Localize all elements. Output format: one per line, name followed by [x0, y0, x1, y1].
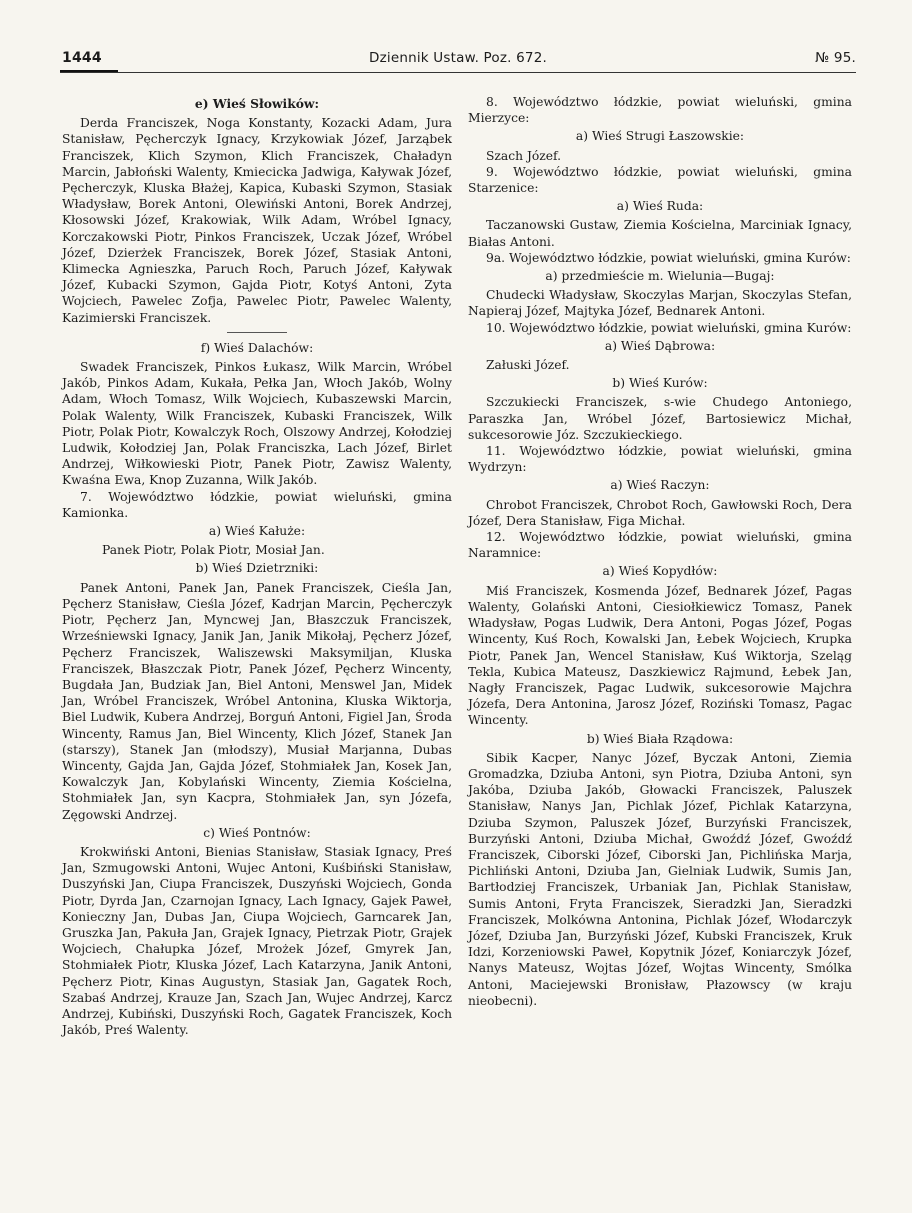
- village-heading: b) Wieś Biała Rządowa:: [586, 731, 734, 746]
- village-heading: a) Wieś Kopydłów:: [602, 564, 718, 579]
- name-list: Szczukiecki Franciszek, s-wie Chudego Antoniego, Paraszka Jan, Wróbel Józef, Bartosiewicz Michał, sukcesorowie Józ. Szczukieckiego.: [468, 395, 852, 442]
- name-list: Sibik Kacper, Nanyc Józef, Byczak Antoni, Ziemia Gromadzka, Dziuba Antoni, syn Piotra, Dziuba Antoni, syn Jakóba, Dziuba Jakób, Głowacki Franciszek, Paluszek Stanisław, Nanys Jan, Pichlak Józef, Pichlak Katarzyna, Dziuba Szymon, Paluszek Józef, Burzyński Franciszek, Burzyński Antoni, Dziuba Michał, Gwoźdź Józef, Gwoźdź Franciszek, Ciborski Józef, Ciborski Jan, Pichlińska Marja, Pichliński Antoni, Dziuba Jan, Gielniak Ludwik, Sumis Jan, Bartłodziej Franciszek, Urbaniak Jan, Pichlak Stanisław, Sumis Antoni, Fryta Franciszek, Sieradzki Jan, Sieradzki Franciszek, Molkówna Antonina, Pichlak Józef, Włodarczyk Józef, Dziuba Jan, Burzyński Józef, Kubski Franciszek, Kruk Idzi, Korzeniowski Paweł, Kopytnik Józef, Koniarczyk Józef, Nanys Mateusz, Wojtas Józef, Wojtas Wincenty, Smólka Antoni, Maciejewski Bronisław, Płazowscy (w kraju nieobecni).: [468, 750, 852, 1008]
- district-heading: 10. Województwo łódzkie, powiat wieluński, gmina Kurów:: [486, 320, 852, 335]
- name-list: Derda Franciszek, Noga Konstanty, Kozacki Adam, Jura Stanisław, Pęcherczyk Ignacy, Krzykowiak Józef, Jarząbek Franciszek, Klich Szymon, Klich Franciszek, Chaładyn Marcin, Jabłoński Walenty, Kmiecicka Jadwiga, Kaływak Józef, Pęcherczyk, Kluska Błażej, Kapica, Kubaski Szymon, Stasiak Władysław, Borek Antoni, Olewiński Antoni, Borek Andrzej, Kłosowski Józef, Krakowiak, Wilk Adam, Wróbel Ignacy, Korczakowski Piotr, Pinkos Franciszek, Uczak Józef, Wróbel Józef, Dzierżek Franciszek, Borek Józef, Stasiak Antoni, Klimecka Agnieszka, Paruch Roch, Paruch Józef, Kaływak Józef, Kubacki Szymon, Gajda Piotr, Kotyś Antoni, Zyta Wojciech, Pawelec Zofja, Pawelec Piotr, Pawelec Walenty, Kazimierski Franciszek.: [62, 116, 452, 325]
- issue-number: № 95.: [815, 50, 856, 66]
- header-rule: [60, 72, 856, 73]
- district-heading: 7. Województwo łódzkie, powiat wieluński, gmina Kamionka.: [62, 489, 452, 520]
- village-heading: c) Wieś Pontnów:: [203, 825, 311, 840]
- village-heading: a) Wieś Raczyn:: [610, 478, 710, 493]
- district-heading: 12. Województwo łódzkie, powiat wieluński, gmina Naramnice:: [468, 530, 852, 561]
- village-heading: a) Wieś Kałuże:: [208, 524, 306, 539]
- village-heading: e) Wieś Słowików:: [194, 96, 320, 111]
- name-list: Panek Piotr, Polak Piotr, Mosiał Jan.: [102, 543, 325, 558]
- name-list: Panek Antoni, Panek Jan, Panek Franciszek, Cieśla Jan, Pęcherz Stanisław, Cieśla Józef, Kadrjan Marcin, Pęcherczyk Piotr, Pęcherz Jan, Myncwej Jan, Błaszczuk Franciszek, Wrześniewski Ignacy, Janik Jan, Janik Mikołaj, Pęcherz Józef, Pęcherz Franciszek, Waliszewski Maksymiljan, Kluska Franciszek, Błaszczak Piotr, Panek Józef, Pęcherz Wincenty, Bugdała Jan, Budziak Jan, Biel Antoni, Menswel Jan, Midek Jan, Wróbel Franciszek, Wróbel Antonina, Kluska Wiktorja, Biel Ludwik, Kubera Andrzej, Borguń Antoni, Figiel Jan, Środa Wincenty, Ramus Jan, Biel Wincenty, Klich Józef, Stanek Jan (starszy), Stanek Jan (młodszy), Musiał Marjanna, Dubas Wincenty, Gajda Jan, Gajda Józef, Stohmiałek Jan, Kosek Jan, Kowalczyk Jan, Kobylański Wincenty, Ziemia Kościelna, Stohmiałek Jan, syn Kacpra, Stohmiałek Jan, syn Józefa, Zęgowski Andrzej.: [62, 580, 452, 822]
- name-list: Załuski Józef.: [486, 358, 570, 373]
- name-list: Szach Józef.: [486, 148, 562, 163]
- village-heading: a) przedmieście m. Wielunia—Bugaj:: [545, 269, 775, 284]
- village-heading: a) Wieś Ruda:: [616, 199, 704, 214]
- page-number: 1444: [62, 50, 102, 66]
- section-divider: [227, 332, 287, 333]
- page-header: [60, 50, 856, 72]
- district-heading: 9. Województwo łódzkie, powiat wieluński, gmina Starzenice:: [468, 164, 852, 196]
- name-list: Chrobot Franciszek, Chrobot Roch, Gawłowski Roch, Dera Józef, Dera Stanisław, Figa Michał.: [468, 497, 852, 528]
- left-column: [62, 94, 452, 1038]
- village-heading: b) Wieś Dzietrzniki:: [195, 561, 319, 576]
- name-list: Miś Franciszek, Kosmenda Józef, Bednarek Józef, Pagas Walenty, Golański Antoni, Ciesiołkiewicz Tomasz, Panek Władysław, Pogas Ludwik, Dera Antoni, Pogas Józef, Pogas Wincenty, Kuś Roch, Kowalski Jan, Łebek Wojciech, Krupka Piotr, Panek Jan, Wencel Stanisław, Kuś Wiktorja, Szeląg Tekla, Kubica Mateusz, Daszkiewicz Rajmund, Łebek Jan, Nagły Franciszek, Pagac Ludwik, sukcesorowie Majchra Józefa, Dera Antonina, Jarosz Józef, Roziński Tomasz, Pagac Wincenty.: [468, 583, 852, 728]
- village-heading: b) Wieś Kurów:: [612, 376, 708, 391]
- district-heading: 8. Województwo łódzkie, powiat wieluński, gmina Mierzyce:: [468, 95, 852, 126]
- name-list: Chudecki Władysław, Skoczylas Marjan, Skoczylas Stefan, Napieraj Józef, Majtyka Józef, Bednarek Antoni.: [468, 288, 852, 319]
- village-heading: a) Wieś Dąbrowa:: [604, 338, 716, 353]
- district-heading: 11. Województwo łódzkie, powiat wieluński, gmina Wydrzyn:: [468, 444, 852, 475]
- name-list: Krokwiński Antoni, Bienias Stanisław, Stasiak Ignacy, Preś Jan, Szmugowski Antoni, Wujec Antoni, Kuśbiński Stanisław, Duszyński Jan, Ciupa Franciszek, Duszyński Wojciech, Gonda Piotr, Dyrda Jan, Czarnojan Ignacy, Lach Ignacy, Gajek Paweł, Konieczny Jan, Dubas Jan, Ciupa Wojciech, Garncarek Jan, Gruszka Jan, Pakuła Jan, Grajek Ignacy, Pietrzak Piotr, Grajek Wojciech, Chałupka Józef, Mrożek Józef, Gmyrek Jan, Stohmiałek Piotr, Kluska Józef, Lach Katarzyna, Janik Antoni, Pęcherz Piotr, Kinas Augustyn, Stasiak Jan, Gagatek Roch, Szabaś Andrzej, Krauze Jan, Szach Jan, Wujec Andrzej, Karcz Andrzej, Kubiński, Duszyński Roch, Gagatek Franciszek, Koch Jakób, Preś Walenty.: [62, 844, 452, 1038]
- journal-title: Dziennik Ustaw. Poz. 672.: [368, 50, 548, 66]
- name-list: Swadek Franciszek, Pinkos Łukasz, Wilk Marcin, Wróbel Jakób, Pinkos Adam, Kukała, Pełka Jan, Włoch Jakób, Wolny Adam, Włoch Tomasz, Wilk Wojciech, Kubaszewski Marcin, Polak Walenty, Wilk Franciszek, Kubaski Franciszek, Wilk Piotr, Polak Piotr, Kowalczyk Roch, Olszowy Andrzej, Kołodziej Ludwik, Kołodziej Jan, Polak Franciszka, Lach Józef, Birlet Andrzej, Wiłkowieski Piotr, Panek Piotr, Zawisz Walenty, Kwaśna Ewa, Knop Zuzanna, Wilk Jakób.: [62, 360, 452, 488]
- right-column: [468, 94, 852, 1009]
- name-list: Taczanowski Gustaw, Ziemia Kościelna, Marciniak Ignacy, Białas Antoni.: [468, 218, 852, 249]
- village-heading: f) Wieś Dalachów:: [200, 340, 314, 355]
- village-heading: a) Wieś Strugi Łaszowskie:: [575, 129, 745, 144]
- district-heading: 9a. Województwo łódzkie, powiat wieluński, gmina Kurów:: [486, 250, 851, 265]
